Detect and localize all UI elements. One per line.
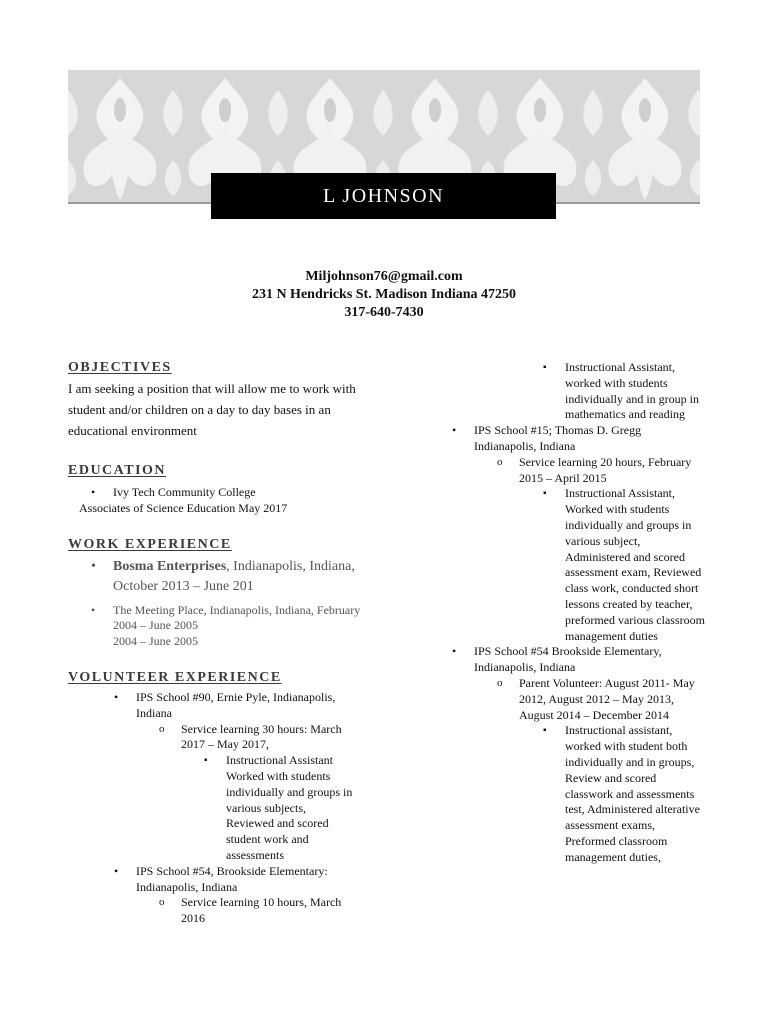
address: 231 N Hendricks St. Madison Indiana 47250 <box>251 287 517 302</box>
education-degree: Associates of Science Education May 2017 <box>79 500 288 515</box>
volunteer-school-90: • IPS School #90, Ernie Pyle, Indianapolis, Indiana <box>136 690 361 722</box>
objectives-text: I am seeking a position that will allow me to work with student and/or children on a day to day bases in an educational environment <box>68 381 356 438</box>
volunteer-heading: VOLUNTEER EXPERIENCE <box>68 669 282 685</box>
name-banner <box>211 173 556 219</box>
volunteer-school-54: • IPS School #54, Brookside Elementary: Indianapolis, Indiana <box>136 864 361 896</box>
volunteer-school-15: • IPS School #15; Thomas D. Gregg Indianapolis, Indiana <box>474 423 704 455</box>
bosma-details: , Indianapolis, Indiana, October 2013 – June 201 <box>113 558 355 594</box>
education-school: • Ivy Tech Community College <box>113 485 368 501</box>
volunteer-duties-54: ▪ Instructional Assistant, worked with students individually and in group in mathematics and reading <box>565 360 705 423</box>
phone: 317-640-7430 <box>344 305 424 320</box>
work-job-meeting-place-dates: 2004 – June 2005 <box>113 634 198 649</box>
email: Miljohnson76@gmail.com <box>305 269 463 284</box>
work-job-meeting-place: • The Meeting Place, Indianapolis, Indiana, February 2004 – June 2005 <box>113 603 368 635</box>
volunteer-duties-15: ▪ Instructional Assistant, Worked with students individually and groups in various subject, Administered and scored assessment exam, Reviewed class work, conducted short lessons created by teacher, preformed various classroom management duties <box>565 486 705 644</box>
left-column <box>68 360 368 927</box>
volunteer-service-15: o Service learning 20 hours, February 2015 – April 2015 <box>519 455 704 487</box>
volunteer-parent-duties: ▪ Instructional assistant, worked with student both individually and in groups, Review and scored classwork and assessments test, Administered alterative assessment exams, Preformed classroom management duties, <box>565 723 705 865</box>
objectives-heading: OBJECTIVES <box>68 360 172 375</box>
work-heading: WORK EXPERIENCE <box>68 536 232 552</box>
right-column <box>448 360 708 866</box>
volunteer-service-90: o Service learning 30 hours: March 2017 – May 2017, <box>181 722 361 754</box>
bosma-company: Bosma Enterprises <box>113 558 227 574</box>
volunteer-school-54-parent: • IPS School #54 Brookside Elementary, Indianapolis, Indiana <box>474 644 704 676</box>
volunteer-service-54: o Service learning 10 hours, March 2016 <box>181 895 361 927</box>
volunteer-duties-90: ▪ Instructional Assistant Worked with students individually and groups in various subjects, Reviewed and scored student work and assessments <box>226 753 356 864</box>
contact-block <box>200 268 568 322</box>
work-job-bosma <box>113 557 368 597</box>
candidate-name: L JOHNSON <box>322 184 445 207</box>
volunteer-parent-service: o Parent Volunteer: August 2011- May 2012, August 2012 – May 2013, August 2014 – December 2014 <box>519 676 704 723</box>
education-heading: EDUCATION <box>68 463 167 478</box>
